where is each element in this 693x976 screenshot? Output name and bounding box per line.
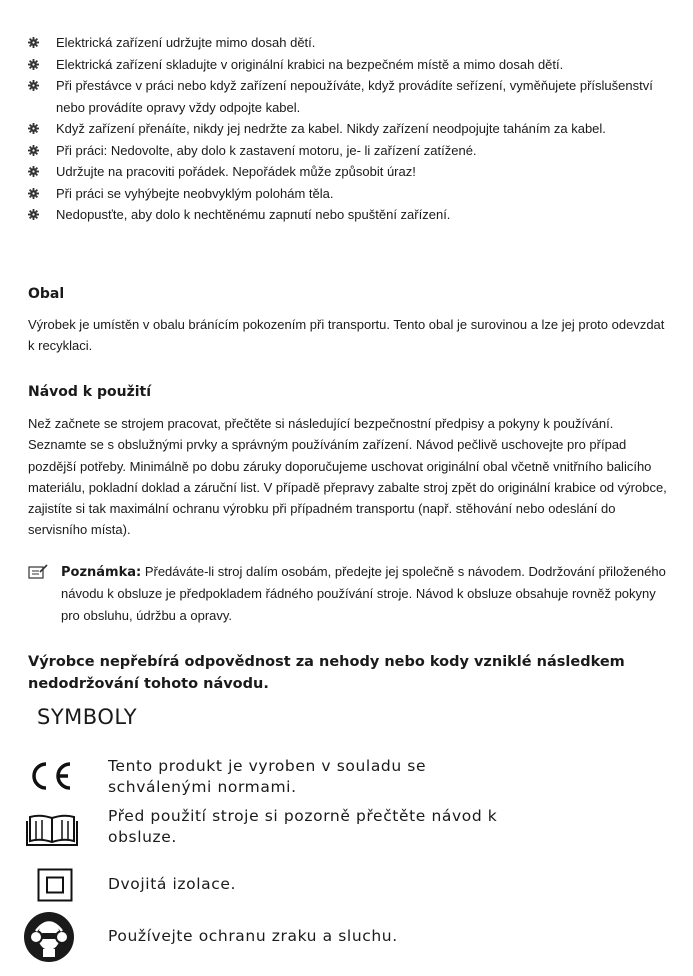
note-text: Předáváte-li stroj dalím osobám, předejte jej společně s návodem. Dodržování přiloženého návodu k obsluze je předpokladem řádného používání stroje. Návod k obsluze obsahuje rovněž pokyny pro obsluhu, údržbu a opravy. xyxy=(61,564,666,623)
gear-bullet-icon xyxy=(28,80,39,91)
manual-book-icon xyxy=(26,812,78,846)
gear-bullet-icon xyxy=(28,123,39,134)
symbol-protection-text: Používejte ochranu zraku a sluchu. xyxy=(108,927,398,945)
bullet-item: Elektrická zařízení udržujte mimo dosah dětí. xyxy=(28,32,668,54)
symbol-insulation-text: Dvojitá izolace. xyxy=(108,875,237,893)
note-label: Poznámka: xyxy=(61,565,142,580)
gear-bullet-icon xyxy=(28,37,39,48)
symbol-manual-text: Před použití stroje si pozorně přečtěte návod k obsluze. xyxy=(108,807,498,846)
bullet-item: Když zařízení přenáíte, nikdy jej nedržte za kabel. Nikdy zařízení neodpojujte taháním za kabel. xyxy=(28,118,668,140)
gear-bullet-icon xyxy=(28,145,39,156)
gear-bullet-icon xyxy=(28,209,39,220)
safety-bullet-list xyxy=(28,32,668,226)
double-insulation-icon xyxy=(37,868,73,902)
navod-heading: Návod k použití xyxy=(28,384,152,400)
note-block xyxy=(28,561,668,626)
gear-bullet-icon xyxy=(28,59,39,70)
bullet-item: Elektrická zařízení skladujte v originální krabici na bezpečném místě a mimo dosah dětí. xyxy=(28,54,668,76)
symbol-ce-text: Tento produkt je vyroben v souladu se schválenými normami. xyxy=(108,757,427,796)
gear-bullet-icon xyxy=(28,166,39,177)
liability-warning: Výrobce nepřebírá odpovědnost za nehody nebo kody vzniklé následkem nedodržování tohoto návodu. xyxy=(28,654,625,692)
bullet-item: Udržujte na pracoviti pořádek. Nepořádek může způsobit úraz! xyxy=(28,161,668,183)
eye-ear-protection-icon xyxy=(23,911,75,963)
ce-mark-icon xyxy=(24,760,74,792)
obal-heading: Obal xyxy=(28,286,65,302)
bullet-item: Při přestávce v práci nebo když zařízení nepoužíváte, když provádíte seřízení, vyměňujete příslušenství nebo provádíte opravy vždy odpojte kabel. xyxy=(28,75,668,118)
obal-paragraph: Výrobek je umístěn v obalu bránícím pokozením při transportu. Tento obal je surovinou a lze jej proto odevzdat k recyklaci. xyxy=(28,317,665,354)
navod-paragraph: Než začnete se strojem pracovat, přečtěte si následující bezpečnostní předpisy a pokyny k používání. Seznamte se s obslužnými prvky a správným používáním zařízení. Návod pečlivě uschovejte pro případ pozdější potřeby. Minimálně po dobu záruky doporučujeme uschovat originální obal včetně vnitřního balicího materiálu, pokladní doklad a záruční list. V případě přepravy zabalte stroj zpět do originální krabice od výrobce, zajistíte si tak maximální ochranu výrobku při případném transportu (např. stěhování nebo odeslání do servisního místa). xyxy=(28,416,667,538)
symbols-heading: SYMBOLY xyxy=(37,705,138,729)
note-pencil-icon xyxy=(28,564,48,579)
bullet-item: Při práci se vyhýbejte neobvyklým polohám těla. xyxy=(28,183,668,205)
bullet-item: Při práci: Nedovolte, aby dolo k zastavení motoru, je- li zařízení zatížené. xyxy=(28,140,668,162)
gear-bullet-icon xyxy=(28,188,39,199)
bullet-item: Nedopusťte, aby dolo k nechtěnému zapnutí nebo spuštění zařízení. xyxy=(28,204,668,226)
